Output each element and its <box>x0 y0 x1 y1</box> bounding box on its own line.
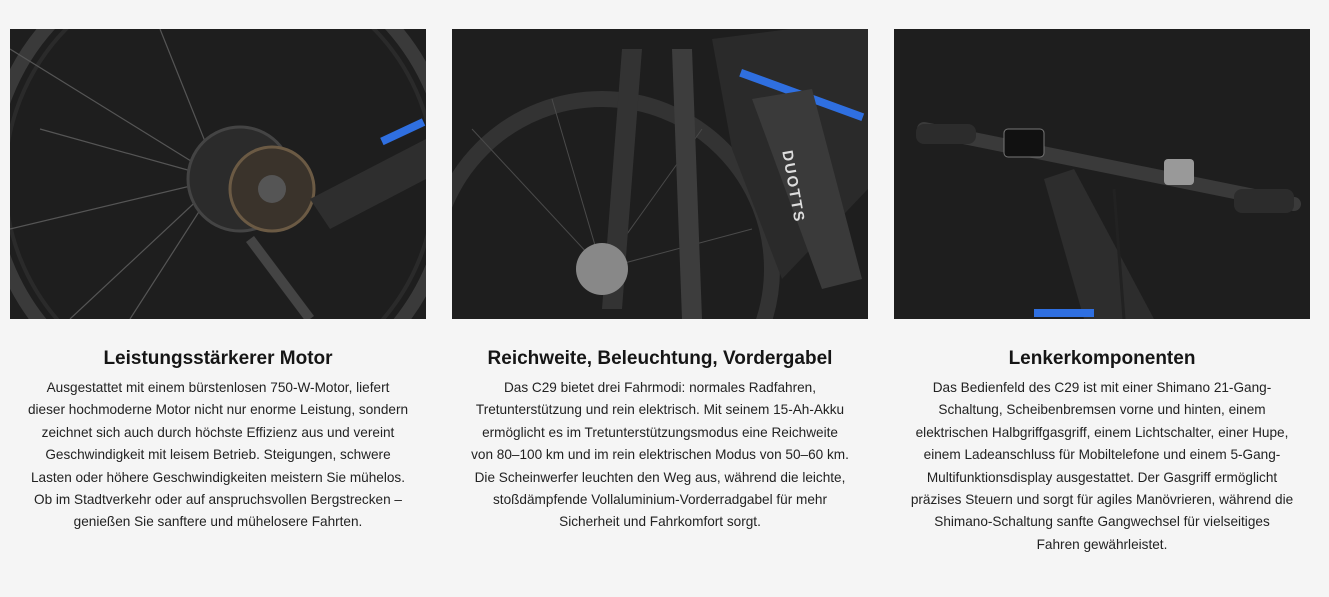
feature-card-motor <box>10 29 426 534</box>
feature-card-handlebar <box>894 29 1310 556</box>
feature-title: Reichweite, Beleuchtung, Vordergabel <box>487 348 833 369</box>
feature-card-range <box>452 29 868 534</box>
feature-description: Das Bedienfeld des C29 ist mit einer Shimano 21-Gang- Schaltung, Scheibenbremsen vorne und hinten, einem elektrischen Halbgriffgasgriff, einem Lichtschalter, einer Hupe, einem Ladeanschluss für Mobiltelefone und einem 5-Gang- Multifunktionsdisplay ausgestattet. Der Gasgriff ermöglicht präzises Steuern und sorgt für agiles Manövrieren, während die Shimano-Schaltung sanfte Gangwechsel für vielseitiges Fahren gewährleistet. <box>910 380 1294 552</box>
front-fork-photo <box>452 29 868 319</box>
battery-brand-logo: DUOTTS <box>778 149 808 225</box>
feature-title: Leistungsstärkerer Motor <box>103 348 333 369</box>
motor-photo <box>10 29 426 319</box>
handlebar-photo <box>894 29 1310 319</box>
feature-description: Das C29 bietet drei Fahrmodi: normales Radfahren, Tretunterstützung und rein elektrisch. Mit seinem 15-Ah-Akku ermöglicht es im Tretunterstützungsmodus eine Reichweite von 80–100 km und im rein elektrischen Modus von 50–60 km. Die Scheinwerfer leuchten den Weg aus, während die leichte, stoßdämpfende Vollaluminium-Vorderradgabel für mehr Sicherheit und Fahrkomfort sorgt. <box>471 380 849 530</box>
feature-title: Lenkerkomponenten <box>1008 348 1196 369</box>
feature-description: Ausgestattet mit einem bürstenlosen 750-W-Motor, liefert dieser hochmoderne Motor nicht nur enorme Leistung, sondern zeichnet sich auch durch höchste Effizienz aus und vereint Geschwindigkeit mit leisem Betrieb. Steigungen, schwere Lasten oder höhere Geschwindigkeiten meistern Sie mühelos. Ob im Stadtverkehr oder auf anspruchsvollen Bergstrecken – genießen Sie sanftere und mühelosere Fahrten. <box>27 380 409 530</box>
